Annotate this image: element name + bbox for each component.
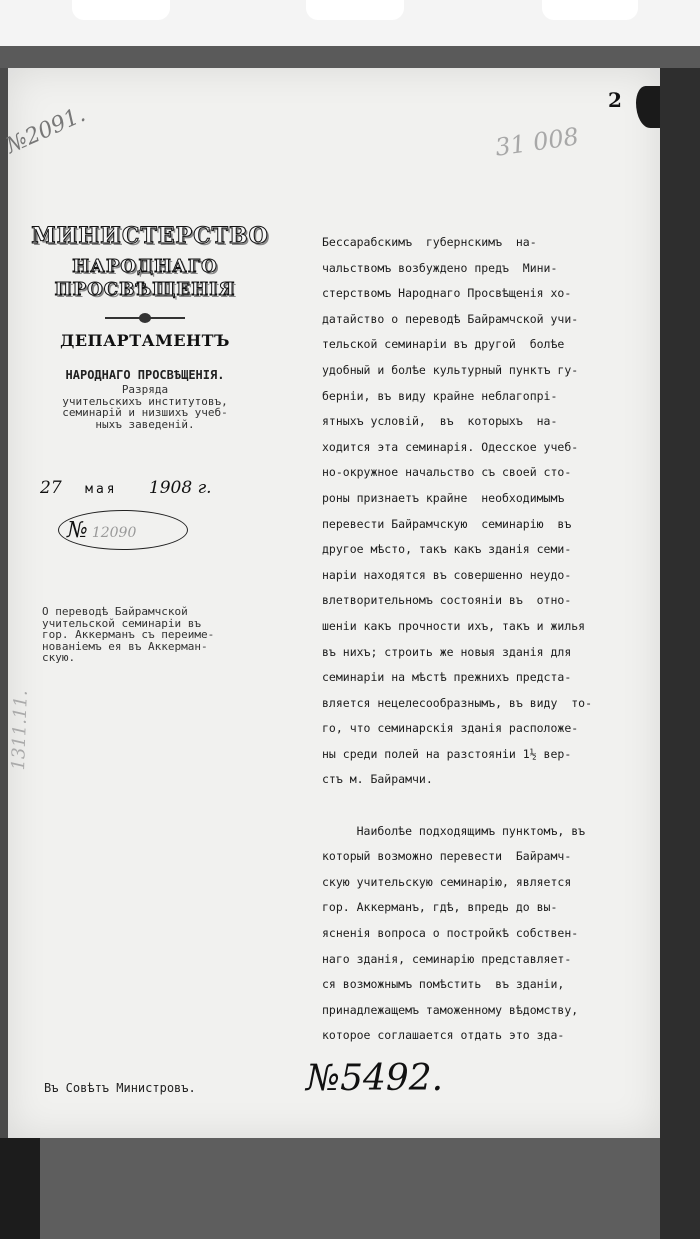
document-date <box>40 478 212 498</box>
scanner-tab <box>542 0 638 20</box>
scanner-tab <box>306 0 404 20</box>
ministry-subtitle: НАРОДНАГО ПРОСВѢЩЕНІЯ <box>54 255 236 300</box>
recipient: Въ Совѣтъ Министровъ. <box>44 1081 196 1095</box>
handwritten-margin-mark: 1311.11. <box>8 689 32 771</box>
scanner-band <box>0 46 700 68</box>
scanner-edge-right <box>660 68 700 1239</box>
date-day: 27 <box>40 478 62 498</box>
date-year: 1908 г. <box>148 478 212 498</box>
ministry-title: МИНИСТЕРСТВО <box>31 223 269 249</box>
scanner-floor <box>40 1138 660 1239</box>
document-body: Бессарабскимъ губернскимъ на- чальствомъ возбуждено предъ Мини- стерствомъ Народнаго Просвѣщенія хо- датайство о переводѣ Байрамчской учи- тельской семинаріи въ другой болѣе удобный и болѣе культурный пунктъ гу- берніи, въ виду крайне неблагопрі- ятныхъ условій, въ которыхъ на- ходится эта семинарія. Одесское учеб- но-окружное начальство съ своей сто- роны признаетъ крайне необходимымъ перевести Байрамчскую семинарію въ другое мѣсто, такъ какъ зданія семи- наріи находятся въ совершенно неудо- влетворительномъ состояніи въ отно- шеніи какъ прочности ихъ, такъ и жилья въ нихъ; строить же новыя зданія для семинаріи на мѣстѣ прежнихъ предста- вляется нецелесообразнымъ, въ виду то- го, что семинарскія зданія расположе- ны среди полей на разстояніи 1½ вер- стъ м. Байрамчи. Наиболѣе подходящимъ пунктомъ, въ который возможно перевести Байрамч- скую учительскую семинарію, является гор. Аккерманъ, гдѣ, впредь до вы- ясненія вопроса о постройкѣ собствен- наго зданія, семинарію представляет- ся возможнымъ помѣстить въ зданіи, принадлежащемъ таможенному вѣдомству, которое соглашается отдать это зда- <box>322 235 593 1043</box>
handwritten-archive-number: №2091. <box>2 102 90 159</box>
outgoing-number <box>58 510 188 550</box>
page-number: 2 <box>608 88 622 112</box>
number-sign: № <box>67 518 88 543</box>
number-value: 12090 <box>91 525 137 541</box>
document-subject: О переводѣ Байрамчской учительской семинаріи въ гор. Аккерманъ съ переиме- нованіемъ ея въ Аккерман- скую. <box>42 605 215 665</box>
ornament-divider <box>105 313 185 323</box>
department-title: ДЕПАРТАМЕНТЪ <box>60 331 230 351</box>
date-month: мая <box>85 482 118 497</box>
stamp-number: №5492. <box>306 1058 444 1099</box>
scanner-tab <box>72 0 170 20</box>
department-division: Разряда учительскихъ институтовъ, семинарій и низшихъ учеб- ныхъ заведеній. <box>62 383 228 432</box>
letterhead <box>0 222 290 431</box>
handwritten-code: 31 008 <box>493 122 581 162</box>
scanner-edge-left <box>0 1138 40 1239</box>
department-subtitle: НАРОДНАГО ПРОСВѢЩЕНІЯ. <box>65 368 225 383</box>
